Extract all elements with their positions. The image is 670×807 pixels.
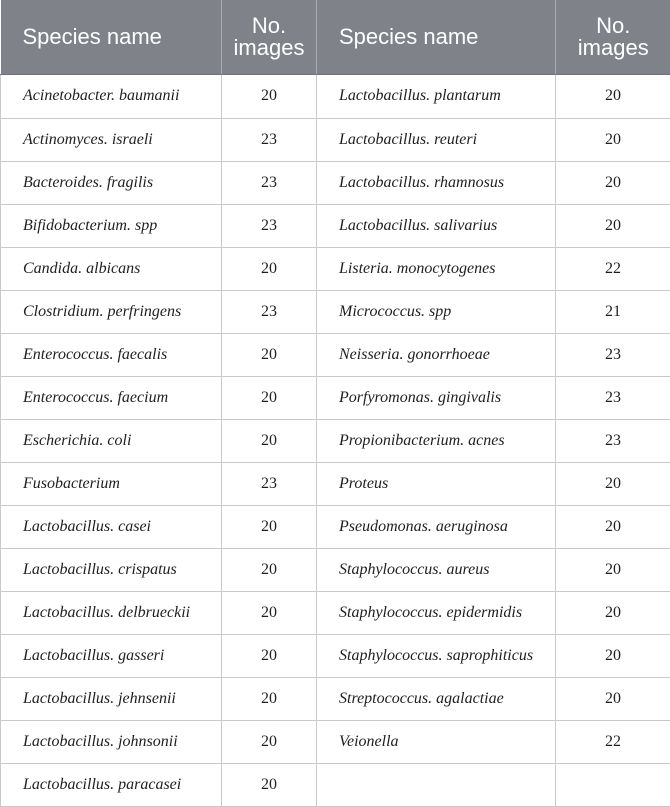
table-row: [1, 591, 670, 634]
left-count-cell: 23: [222, 462, 317, 505]
right-species-cell: Listeria. monocytogenes: [317, 247, 556, 290]
table-row: [1, 505, 670, 548]
table-row: [1, 720, 670, 763]
right-count-cell: 20: [556, 677, 670, 720]
species-name-header-right: Species name: [317, 0, 556, 74]
table-row: [1, 247, 670, 290]
right-species-cell: Pseudomonas. aeruginosa: [317, 505, 556, 548]
table-row: [1, 548, 670, 591]
image-count-header-right: [556, 0, 670, 74]
image-count-header-left-line2: images: [234, 35, 305, 60]
left-count-cell: 23: [222, 204, 317, 247]
right-species-cell: Proteus: [317, 462, 556, 505]
right-count-cell: 20: [556, 548, 670, 591]
right-species-cell: Lactobacillus. salivarius: [317, 204, 556, 247]
table-row: [1, 74, 670, 118]
left-count-cell: 20: [222, 376, 317, 419]
image-count-header-right-line2: images: [578, 35, 649, 60]
left-species-cell: Lactobacillus. crispatus: [1, 548, 222, 591]
right-count-cell: [556, 763, 670, 806]
right-species-cell: Neisseria. gonorrhoeae: [317, 333, 556, 376]
table-row: [1, 376, 670, 419]
image-count-header-left-line1: No.: [252, 13, 286, 38]
left-count-cell: 23: [222, 118, 317, 161]
left-species-cell: Acinetobacter. baumanii: [1, 74, 222, 118]
table-row: [1, 677, 670, 720]
left-count-cell: 20: [222, 677, 317, 720]
left-species-cell: Fusobacterium: [1, 462, 222, 505]
right-species-cell: Porfyromonas. gingivalis: [317, 376, 556, 419]
left-species-cell: Lactobacillus. paracasei: [1, 763, 222, 806]
left-species-cell: Lactobacillus. casei: [1, 505, 222, 548]
image-count-header-right-line1: No.: [596, 13, 630, 38]
left-species-cell: Bifidobacterium. spp: [1, 204, 222, 247]
left-count-cell: 23: [222, 161, 317, 204]
right-count-cell: 23: [556, 333, 670, 376]
left-species-cell: Escherichia. coli: [1, 419, 222, 462]
right-count-cell: 21: [556, 290, 670, 333]
left-species-cell: Lactobacillus. delbrueckii: [1, 591, 222, 634]
table-row: [1, 763, 670, 806]
right-species-cell: Staphylococcus. epidermidis: [317, 591, 556, 634]
left-count-cell: 20: [222, 720, 317, 763]
left-species-cell: Candida. albicans: [1, 247, 222, 290]
left-species-cell: Clostridium. perfringens: [1, 290, 222, 333]
table-row: [1, 290, 670, 333]
left-species-cell: Enterococcus. faecalis: [1, 333, 222, 376]
species-name-header-left: Species name: [1, 0, 222, 74]
table-row: [1, 118, 670, 161]
table-row: [1, 333, 670, 376]
right-count-cell: 20: [556, 591, 670, 634]
right-count-cell: 20: [556, 118, 670, 161]
right-species-cell: Lactobacillus. reuteri: [317, 118, 556, 161]
left-count-cell: 23: [222, 290, 317, 333]
table-row: [1, 419, 670, 462]
table-row: [1, 204, 670, 247]
right-count-cell: 20: [556, 634, 670, 677]
right-count-cell: 20: [556, 161, 670, 204]
right-count-cell: 22: [556, 247, 670, 290]
right-count-cell: 20: [556, 74, 670, 118]
left-count-cell: 20: [222, 419, 317, 462]
right-count-cell: 23: [556, 419, 670, 462]
table-row: [1, 462, 670, 505]
table-row: [1, 161, 670, 204]
right-species-cell: Veionella: [317, 720, 556, 763]
right-count-cell: 20: [556, 505, 670, 548]
right-species-cell: Propionibacterium. acnes: [317, 419, 556, 462]
left-species-cell: Actinomyces. israeli: [1, 118, 222, 161]
left-count-cell: 20: [222, 333, 317, 376]
right-species-cell: [317, 763, 556, 806]
header-row: [1, 0, 670, 74]
table-body: [1, 74, 670, 806]
left-species-cell: Enterococcus. faecium: [1, 376, 222, 419]
right-species-cell: Streptococcus. agalactiae: [317, 677, 556, 720]
left-count-cell: 20: [222, 247, 317, 290]
left-species-cell: Bacteroides. fragilis: [1, 161, 222, 204]
left-species-cell: Lactobacillus. gasseri: [1, 634, 222, 677]
left-count-cell: 20: [222, 505, 317, 548]
table-row: [1, 634, 670, 677]
left-count-cell: 20: [222, 763, 317, 806]
left-species-cell: Lactobacillus. johnsonii: [1, 720, 222, 763]
right-species-cell: Lactobacillus. rhamnosus: [317, 161, 556, 204]
right-species-cell: Staphylococcus. saprophiticus: [317, 634, 556, 677]
right-count-cell: 20: [556, 462, 670, 505]
left-count-cell: 20: [222, 634, 317, 677]
left-count-cell: 20: [222, 591, 317, 634]
left-species-cell: Lactobacillus. jehnsenii: [1, 677, 222, 720]
table-header: [1, 0, 670, 74]
left-count-cell: 20: [222, 548, 317, 591]
right-species-cell: Micrococcus. spp: [317, 290, 556, 333]
right-species-cell: Staphylococcus. aureus: [317, 548, 556, 591]
right-count-cell: 23: [556, 376, 670, 419]
left-count-cell: 20: [222, 74, 317, 118]
right-count-cell: 22: [556, 720, 670, 763]
right-count-cell: 20: [556, 204, 670, 247]
right-species-cell: Lactobacillus. plantarum: [317, 74, 556, 118]
image-count-header-left: [222, 0, 317, 74]
